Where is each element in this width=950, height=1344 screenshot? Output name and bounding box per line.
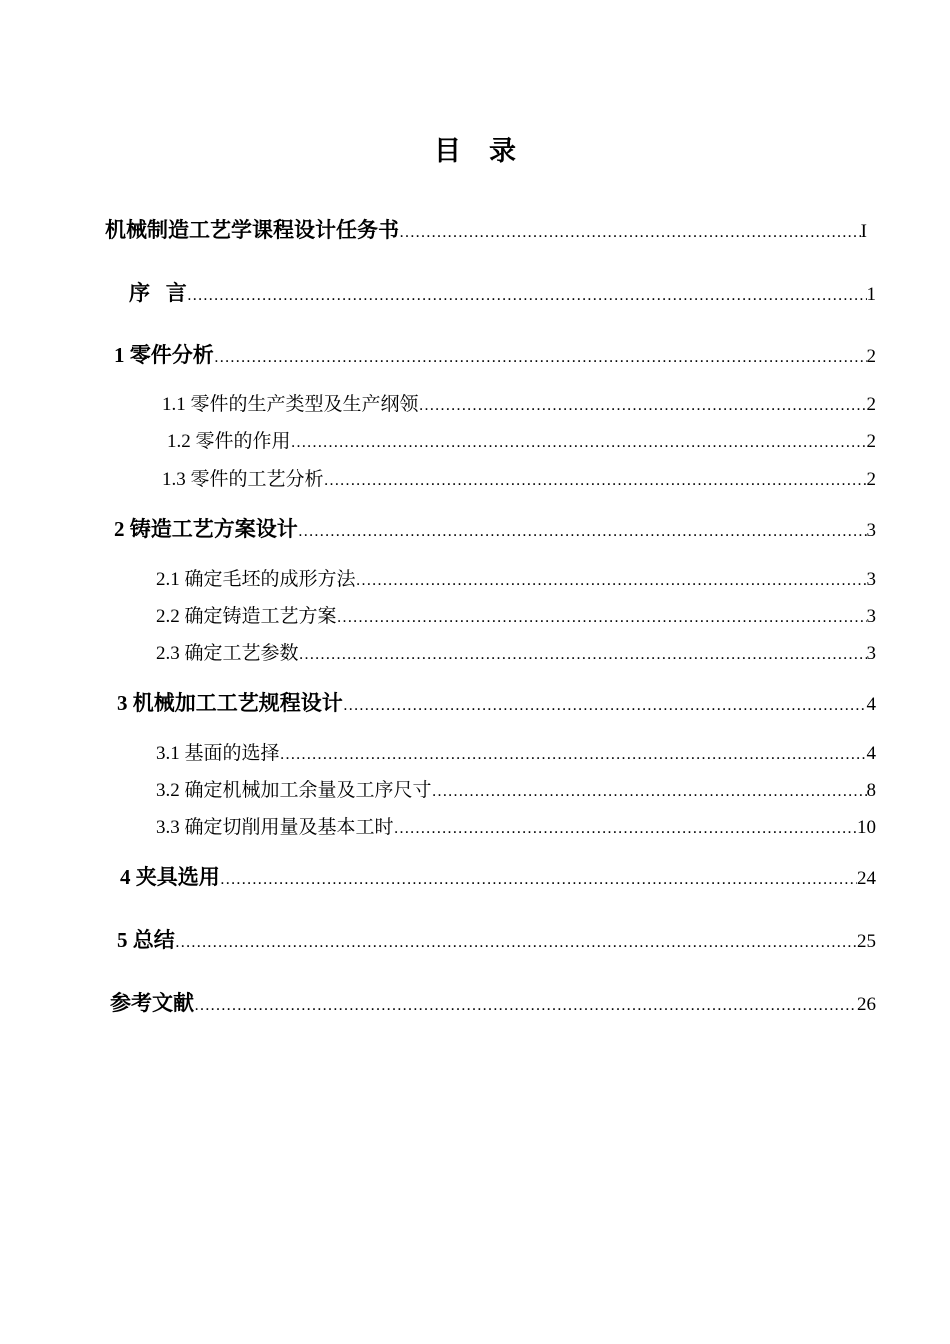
toc-leader-dots (394, 815, 857, 842)
toc-entry-label: 1.3 零件的工艺分析 (162, 469, 324, 490)
toc-leader-dots (175, 929, 857, 954)
toc-entry-page: 4 (866, 743, 876, 764)
toc-entry-1-1[interactable] (162, 391, 876, 419)
toc-entry-page: 3 (866, 643, 876, 664)
toc-entry-part-analysis[interactable] (114, 341, 876, 369)
toc-entry-references[interactable] (110, 989, 876, 1017)
toc-entry-page: 2 (866, 469, 876, 490)
toc-leader-dots (356, 567, 867, 594)
toc-entry-preface[interactable] (129, 279, 876, 307)
toc-entry-page: 24 (857, 868, 876, 889)
toc-entry-label: 3.1 基面的选择 (156, 743, 280, 764)
toc-entry-page: 3 (866, 606, 876, 627)
toc-entry-page: 4 (866, 694, 876, 715)
toc-entry-label: 2.2 确定铸造工艺方案 (156, 606, 337, 627)
toc-entry-page: 3 (866, 569, 876, 590)
toc-entry-label: 1.2 零件的作用 (167, 431, 291, 452)
toc-leader-dots (419, 392, 867, 419)
toc-entry-page: 25 (857, 931, 876, 952)
toc-leader-dots (432, 778, 867, 805)
toc-entry-machining-design[interactable] (117, 689, 876, 717)
toc-leader-dots (194, 992, 857, 1017)
toc-leader-dots (187, 282, 867, 307)
toc-entry-label: 参考文献 (110, 991, 194, 1015)
toc-leader-dots (399, 219, 861, 244)
page-title (0, 131, 950, 171)
toc-entry-label: 2 铸造工艺方案设计 (114, 517, 298, 541)
toc-entry-label: 3 机械加工工艺规程设计 (117, 691, 343, 715)
toc-leader-dots (298, 518, 867, 543)
toc-entry-page: 8 (866, 780, 876, 801)
toc-entry-page: 2 (866, 346, 876, 367)
toc-entry-label: 2.1 确定毛坯的成形方法 (156, 569, 356, 590)
toc-leader-dots (220, 866, 857, 891)
title-char-2: 录 (489, 136, 516, 166)
toc-entry-page: 2 (866, 394, 876, 415)
toc-entry-fixture[interactable] (120, 863, 876, 891)
toc-entry-label: 3.2 确定机械加工余量及工序尺寸 (156, 780, 432, 801)
toc-leader-dots (280, 741, 867, 768)
toc-entry-label: 2.3 确定工艺参数 (156, 643, 299, 664)
toc-leader-dots (324, 467, 867, 494)
toc-entry-1-3[interactable] (162, 466, 876, 494)
toc-entry-task-book[interactable] (105, 216, 867, 244)
toc-leader-dots (214, 344, 867, 369)
toc-entry-2-1[interactable] (156, 566, 876, 594)
toc-entry-1-2[interactable] (167, 428, 876, 456)
toc-leader-dots (291, 429, 867, 456)
toc-entry-label: 1.1 零件的生产类型及生产纲领 (162, 394, 419, 415)
title-char-1: 目 (434, 136, 461, 166)
toc-entry-3-3[interactable] (156, 814, 876, 842)
toc-entry-label: 序 言 (129, 281, 187, 305)
toc-entry-2-3[interactable] (156, 640, 876, 668)
toc-entry-2-2[interactable] (156, 603, 876, 631)
toc-entry-3-1[interactable] (156, 740, 876, 768)
toc-entry-3-2[interactable] (156, 777, 876, 805)
toc-entry-summary[interactable] (117, 926, 876, 954)
toc-entry-page: 10 (857, 817, 876, 838)
toc-entry-casting-design[interactable] (114, 515, 876, 543)
toc-entry-label: 5 总结 (117, 928, 175, 952)
toc-entry-page: 1 (866, 284, 876, 305)
toc-entry-page: 26 (857, 994, 876, 1015)
toc-leader-dots (337, 604, 867, 631)
toc-entry-page: 2 (866, 431, 876, 452)
toc-entry-label: 3.3 确定切削用量及基本工时 (156, 817, 394, 838)
toc-leader-dots (343, 692, 867, 717)
toc-entry-page: I (860, 221, 867, 242)
toc-entry-label: 机械制造工艺学课程设计任务书 (105, 218, 399, 242)
toc-leader-dots (299, 641, 867, 668)
toc-entry-label: 4 夹具选用 (120, 865, 220, 889)
toc-entry-page: 3 (866, 520, 876, 541)
toc-entry-label: 1 零件分析 (114, 343, 214, 367)
